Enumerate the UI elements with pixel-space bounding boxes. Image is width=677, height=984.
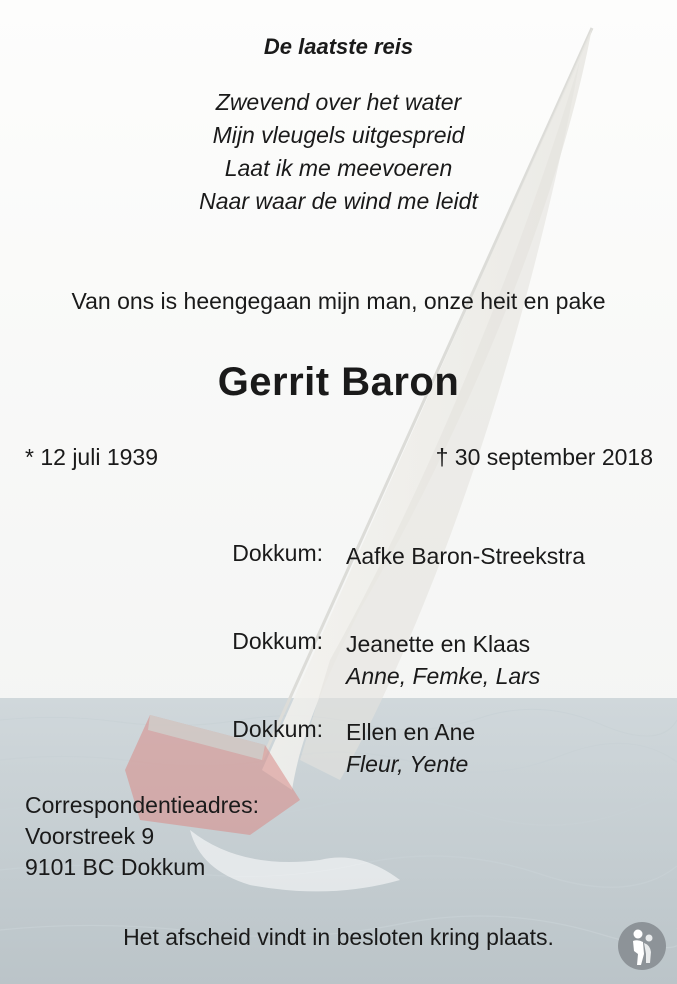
family-main-names: Ellen en Ane <box>346 719 476 745</box>
intro-text: Van ons is heengegaan mijn man, onze heit en pake <box>71 288 606 314</box>
family-place: Dokkum: <box>232 716 323 742</box>
poem-line: Naar waar de wind me leidt <box>199 188 478 214</box>
address-label: Correspondentieadres: <box>25 792 259 818</box>
poem <box>0 86 677 218</box>
birth-date: * 12 juli 1939 <box>25 444 158 470</box>
family-grandchildren: Anne, Femke, Lars <box>346 663 541 689</box>
farewell-note: Het afscheid vindt in besloten kring plaats. <box>123 924 554 950</box>
family-names <box>346 540 585 572</box>
family-place: Dokkum: <box>232 540 323 566</box>
address-street: Voorstreek 9 <box>25 823 155 849</box>
address-city: 9101 BC Dokkum <box>25 854 206 880</box>
family-names <box>346 628 540 692</box>
deceased-name: Gerrit Baron <box>217 360 460 404</box>
death-date: † 30 september 2018 <box>435 444 653 470</box>
family-place: Dokkum: <box>232 628 323 654</box>
family-entry <box>0 540 677 628</box>
poem-line: Mijn vleugels uitgespreid <box>212 122 465 148</box>
poem-line: Zwevend over het water <box>215 89 462 115</box>
family-names <box>346 716 475 780</box>
family-main-names: Jeanette en Klaas <box>346 631 531 657</box>
poem-title: De laatste reis <box>263 34 414 59</box>
family-list <box>0 540 677 776</box>
poem-line: Laat ik me meevoeren <box>224 155 453 181</box>
family-main-names: Aafke Baron-Streekstra <box>346 543 586 569</box>
family-entry <box>0 628 677 716</box>
family-entry <box>0 716 677 776</box>
memorial-logo-icon <box>617 921 667 971</box>
family-grandchildren: Fleur, Yente <box>346 751 469 777</box>
correspondence-address <box>25 790 259 883</box>
